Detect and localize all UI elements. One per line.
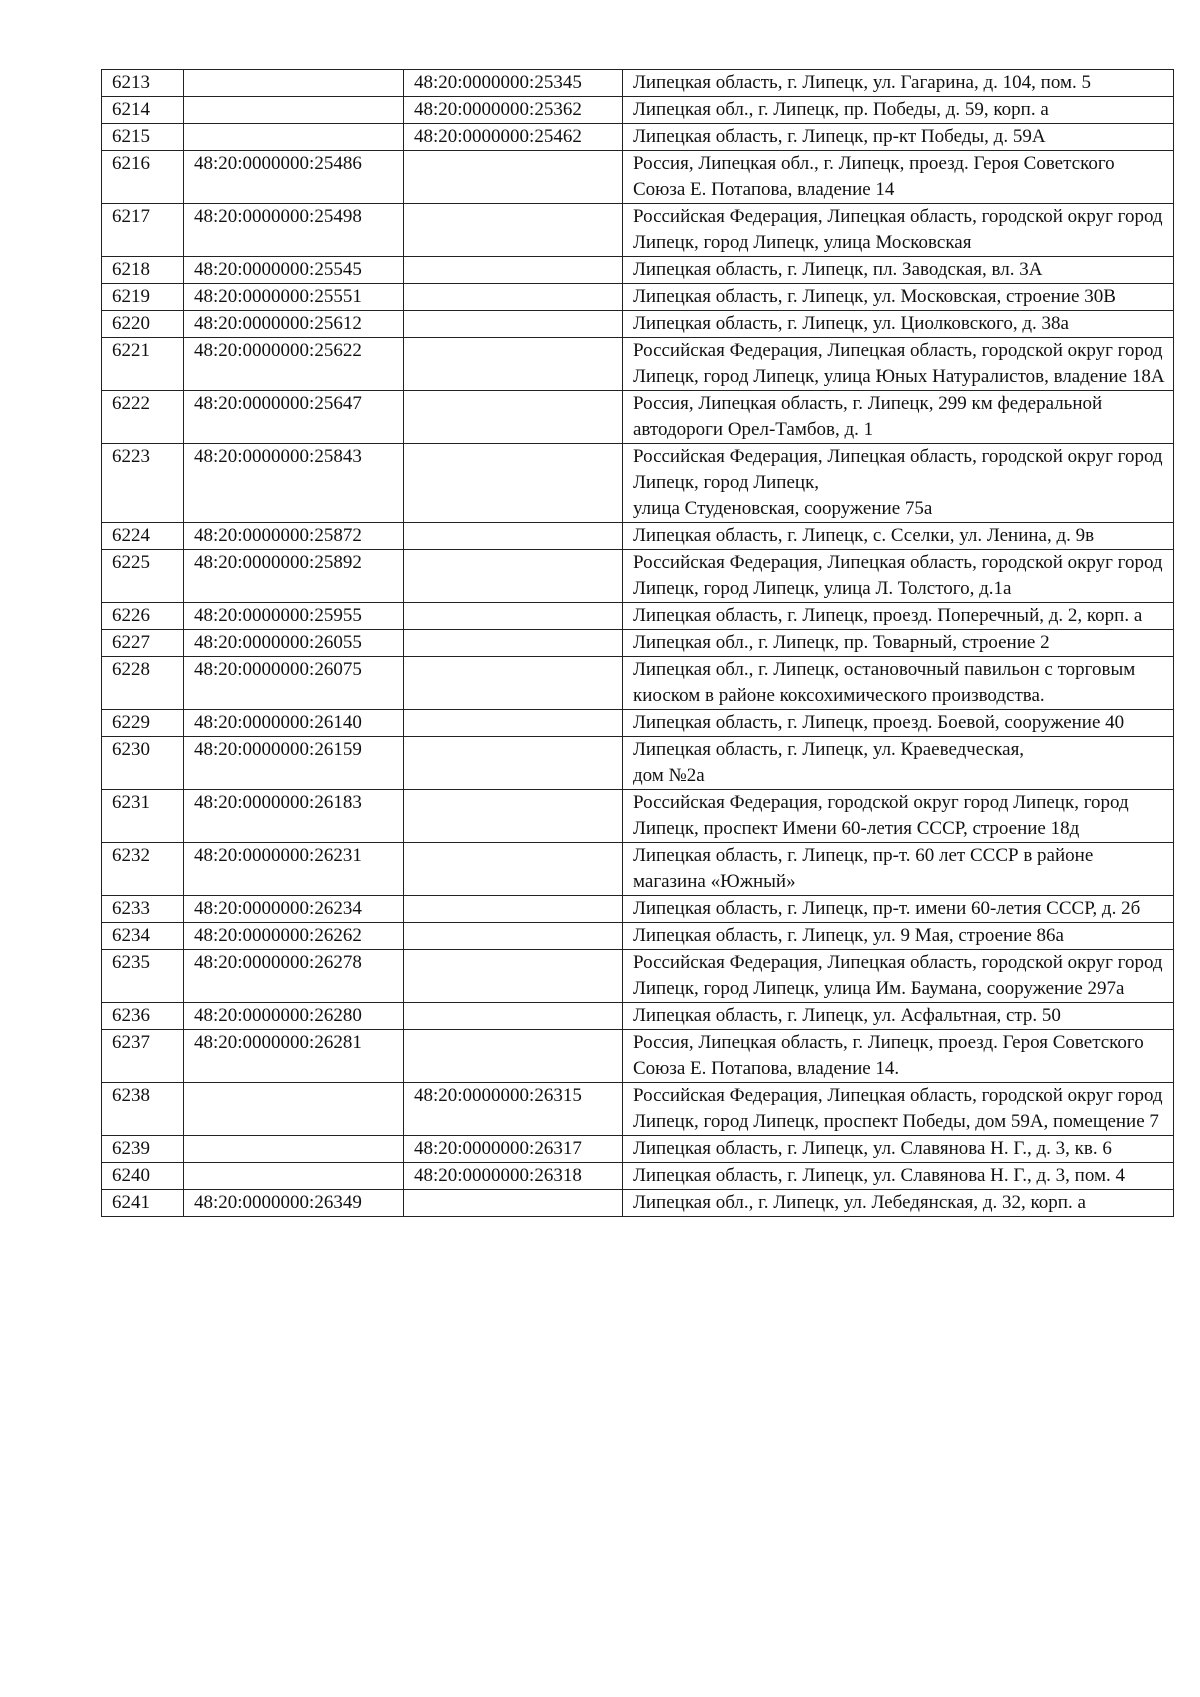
cell-cadastral-b xyxy=(404,338,623,391)
cell-number: 6215 xyxy=(102,124,184,151)
table-row xyxy=(102,444,1174,523)
cell-address: Россия, Липецкая область, г. Липецк, проезд. Героя Советского Союза Е. Потапова, владение 14. xyxy=(623,1030,1174,1083)
table-row xyxy=(102,257,1174,284)
cell-cadastral-a: 48:20:0000000:25551 xyxy=(184,284,404,311)
cell-address: Липецкая область, г. Липецк, ул. Гагарина, д. 104, пом. 5 xyxy=(623,70,1174,97)
cell-address: Липецкая обл., г. Липецк, пр. Победы, д. 59, корп. а xyxy=(623,97,1174,124)
table-row xyxy=(102,710,1174,737)
cell-number: 6232 xyxy=(102,843,184,896)
cell-cadastral-a xyxy=(184,1136,404,1163)
cell-number: 6233 xyxy=(102,896,184,923)
cell-cadastral-a: 48:20:0000000:25955 xyxy=(184,603,404,630)
cell-cadastral-b xyxy=(404,790,623,843)
table-row xyxy=(102,311,1174,338)
cell-number: 6227 xyxy=(102,630,184,657)
cell-number: 6216 xyxy=(102,151,184,204)
cell-cadastral-b: 48:20:0000000:25345 xyxy=(404,70,623,97)
table-row xyxy=(102,124,1174,151)
table-row xyxy=(102,1190,1174,1217)
table-row xyxy=(102,151,1174,204)
cell-cadastral-b xyxy=(404,284,623,311)
cell-address: Липецкая область, г. Липецк, ул. 9 Мая, строение 86а xyxy=(623,923,1174,950)
cell-cadastral-a: 48:20:0000000:25622 xyxy=(184,338,404,391)
cell-address: Липецкая область, г. Липецк, пр-т. имени 60-летия СССР, д. 2б xyxy=(623,896,1174,923)
table-row xyxy=(102,550,1174,603)
cell-cadastral-b xyxy=(404,923,623,950)
cell-address: Российская Федерация, городской округ город Липецк, город Липецк, проспект Имени 60-летия СССР, строение 18д xyxy=(623,790,1174,843)
table-row xyxy=(102,1136,1174,1163)
cell-address: Липецкая область, г. Липецк, ул. Московская, строение 30В xyxy=(623,284,1174,311)
cell-number: 6231 xyxy=(102,790,184,843)
cell-address: Липецкая область, г. Липецк, ул. Славянова Н. Г., д. 3, кв. 6 xyxy=(623,1136,1174,1163)
cell-cadastral-a xyxy=(184,70,404,97)
cell-cadastral-a: 48:20:0000000:26262 xyxy=(184,923,404,950)
cell-number: 6213 xyxy=(102,70,184,97)
cell-address: Российская Федерация, Липецкая область, городской округ город Липецк, город Липецк, улица Студеновская, сооружение 75а xyxy=(623,444,1174,523)
cell-number: 6214 xyxy=(102,97,184,124)
table-row xyxy=(102,1083,1174,1136)
cell-cadastral-b xyxy=(404,1003,623,1030)
table-row xyxy=(102,1030,1174,1083)
table-row xyxy=(102,97,1174,124)
cell-cadastral-a xyxy=(184,97,404,124)
cell-address: Россия, Липецкая область, г. Липецк, 299 км федеральной автодороги Орел-Тамбов, д. 1 xyxy=(623,391,1174,444)
cell-cadastral-b xyxy=(404,896,623,923)
cell-cadastral-b xyxy=(404,630,623,657)
cell-number: 6240 xyxy=(102,1163,184,1190)
table-row xyxy=(102,204,1174,257)
cell-address: Липецкая область, г. Липецк, ул. Асфальтная, стр. 50 xyxy=(623,1003,1174,1030)
table-row xyxy=(102,70,1174,97)
cell-number: 6224 xyxy=(102,523,184,550)
cell-cadastral-a xyxy=(184,1083,404,1136)
cell-cadastral-a: 48:20:0000000:25892 xyxy=(184,550,404,603)
cell-cadastral-a: 48:20:0000000:26055 xyxy=(184,630,404,657)
cell-address: Липецкая область, г. Липецк, с. Сселки, ул. Ленина, д. 9в xyxy=(623,523,1174,550)
cell-cadastral-b xyxy=(404,151,623,204)
cell-number: 6237 xyxy=(102,1030,184,1083)
cell-cadastral-a: 48:20:0000000:26183 xyxy=(184,790,404,843)
cell-address: Липецкая область, г. Липецк, ул. Краеведческая, дом №2а xyxy=(623,737,1174,790)
cell-cadastral-b xyxy=(404,311,623,338)
cell-number: 6230 xyxy=(102,737,184,790)
cell-number: 6223 xyxy=(102,444,184,523)
cell-cadastral-b xyxy=(404,1190,623,1217)
cell-cadastral-b: 48:20:0000000:25362 xyxy=(404,97,623,124)
cell-cadastral-a: 48:20:0000000:26159 xyxy=(184,737,404,790)
cell-address: Российская Федерация, Липецкая область, городской округ город Липецк, город Липецк, улица Л. Толстого, д.1а xyxy=(623,550,1174,603)
cell-cadastral-b xyxy=(404,444,623,523)
table-row xyxy=(102,657,1174,710)
cell-cadastral-a: 48:20:0000000:26278 xyxy=(184,950,404,1003)
table-row xyxy=(102,950,1174,1003)
cell-address: Липецкая область, г. Липецк, проезд. Боевой, сооружение 40 xyxy=(623,710,1174,737)
cell-number: 6221 xyxy=(102,338,184,391)
cell-cadastral-b xyxy=(404,710,623,737)
table-row xyxy=(102,338,1174,391)
cell-address: Российская Федерация, Липецкая область, городской округ город Липецк, город Липецк, проспект Победы, дом 59А, помещение 7 xyxy=(623,1083,1174,1136)
cell-address: Липецкая область, г. Липецк, проезд. Поперечный, д. 2, корп. а xyxy=(623,603,1174,630)
cell-cadastral-a xyxy=(184,124,404,151)
cell-cadastral-b: 48:20:0000000:26317 xyxy=(404,1136,623,1163)
cell-cadastral-a: 48:20:0000000:25647 xyxy=(184,391,404,444)
cell-number: 6236 xyxy=(102,1003,184,1030)
cell-address: Российская Федерация, Липецкая область, городской округ город Липецк, город Липецк, улица Юных Натуралистов, владение 18А xyxy=(623,338,1174,391)
table-row xyxy=(102,630,1174,657)
cell-cadastral-b xyxy=(404,737,623,790)
table-row xyxy=(102,790,1174,843)
table-row xyxy=(102,737,1174,790)
cell-cadastral-b xyxy=(404,950,623,1003)
cell-address: Липецкая область, г. Липецк, ул. Славянова Н. Г., д. 3, пом. 4 xyxy=(623,1163,1174,1190)
cell-cadastral-a: 48:20:0000000:26231 xyxy=(184,843,404,896)
cell-cadastral-b xyxy=(404,843,623,896)
cell-number: 6238 xyxy=(102,1083,184,1136)
cell-number: 6234 xyxy=(102,923,184,950)
cell-number: 6218 xyxy=(102,257,184,284)
cadastral-table xyxy=(101,69,1174,1217)
cell-address: Липецкая область, г. Липецк, ул. Циолковского, д. 38а xyxy=(623,311,1174,338)
cell-address: Липецкая область, г. Липецк, пр-т. 60 лет СССР в районе магазина «Южный» xyxy=(623,843,1174,896)
cell-number: 6225 xyxy=(102,550,184,603)
cell-number: 6217 xyxy=(102,204,184,257)
cell-number: 6226 xyxy=(102,603,184,630)
cell-number: 6235 xyxy=(102,950,184,1003)
table-row xyxy=(102,523,1174,550)
table-row xyxy=(102,1003,1174,1030)
cell-cadastral-a: 48:20:0000000:26234 xyxy=(184,896,404,923)
table-row xyxy=(102,284,1174,311)
cell-cadastral-b xyxy=(404,391,623,444)
cell-cadastral-b: 48:20:0000000:26318 xyxy=(404,1163,623,1190)
cell-address: Липецкая обл., г. Липецк, остановочный павильон с торговым киоском в районе коксохимического производства. xyxy=(623,657,1174,710)
cell-cadastral-b xyxy=(404,1030,623,1083)
document-page xyxy=(101,69,1173,1217)
table-row xyxy=(102,391,1174,444)
cell-cadastral-a: 48:20:0000000:26280 xyxy=(184,1003,404,1030)
cell-address: Липецкая обл., г. Липецк, ул. Лебедянская, д. 32, корп. а xyxy=(623,1190,1174,1217)
cell-cadastral-a: 48:20:0000000:25872 xyxy=(184,523,404,550)
cell-cadastral-b xyxy=(404,603,623,630)
cell-cadastral-a xyxy=(184,1163,404,1190)
cell-cadastral-a: 48:20:0000000:25486 xyxy=(184,151,404,204)
table-row xyxy=(102,923,1174,950)
cell-number: 6219 xyxy=(102,284,184,311)
cell-cadastral-b xyxy=(404,550,623,603)
cell-cadastral-a: 48:20:0000000:25545 xyxy=(184,257,404,284)
cell-cadastral-a: 48:20:0000000:25498 xyxy=(184,204,404,257)
cell-cadastral-b xyxy=(404,257,623,284)
cell-address: Российская Федерация, Липецкая область, городской округ город Липецк, город Липецк, улица Московская xyxy=(623,204,1174,257)
cell-cadastral-a: 48:20:0000000:26349 xyxy=(184,1190,404,1217)
cell-number: 6229 xyxy=(102,710,184,737)
table-row xyxy=(102,1163,1174,1190)
cell-address: Российская Федерация, Липецкая область, городской округ город Липецк, город Липецк, улица Им. Баумана, сооружение 297а xyxy=(623,950,1174,1003)
cell-cadastral-a: 48:20:0000000:26140 xyxy=(184,710,404,737)
cell-number: 6222 xyxy=(102,391,184,444)
cell-number: 6228 xyxy=(102,657,184,710)
cell-cadastral-b xyxy=(404,657,623,710)
cell-cadastral-a: 48:20:0000000:26075 xyxy=(184,657,404,710)
table-row xyxy=(102,843,1174,896)
cell-number: 6220 xyxy=(102,311,184,338)
cell-number: 6239 xyxy=(102,1136,184,1163)
cell-cadastral-a: 48:20:0000000:26281 xyxy=(184,1030,404,1083)
cell-cadastral-a: 48:20:0000000:25843 xyxy=(184,444,404,523)
cell-cadastral-b xyxy=(404,523,623,550)
cell-number: 6241 xyxy=(102,1190,184,1217)
cell-cadastral-b xyxy=(404,204,623,257)
cell-cadastral-a: 48:20:0000000:25612 xyxy=(184,311,404,338)
cell-cadastral-b: 48:20:0000000:25462 xyxy=(404,124,623,151)
cell-address: Липецкая область, г. Липецк, пл. Заводская, вл. 3А xyxy=(623,257,1174,284)
cell-address: Липецкая область, г. Липецк, пр-кт Победы, д. 59А xyxy=(623,124,1174,151)
cell-address: Липецкая обл., г. Липецк, пр. Товарный, строение 2 xyxy=(623,630,1174,657)
table-body xyxy=(102,70,1174,1217)
cell-address: Россия, Липецкая обл., г. Липецк, проезд. Героя Советского Союза Е. Потапова, владение 14 xyxy=(623,151,1174,204)
cell-cadastral-b: 48:20:0000000:26315 xyxy=(404,1083,623,1136)
table-row xyxy=(102,896,1174,923)
table-row xyxy=(102,603,1174,630)
